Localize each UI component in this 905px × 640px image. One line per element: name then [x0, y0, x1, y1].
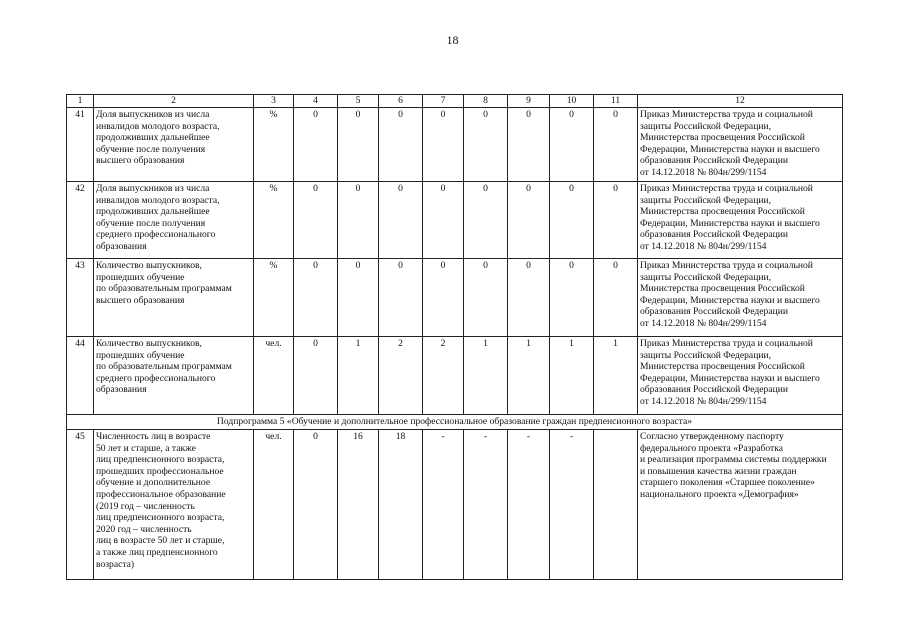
source-line: защиты Российской Федерации, [640, 349, 771, 361]
indicator-name-line: Доля выпускников из числа [96, 109, 210, 120]
source-line: Министерства просвещения Российской [640, 132, 805, 144]
indicator-name-cell [94, 337, 254, 415]
indicator-name-line: продолживших дальнейшее [96, 132, 210, 144]
row-number-cell: 45 [67, 430, 94, 580]
value-cell: 0 [338, 259, 379, 337]
source-line: защиты Российской Федерации, [640, 271, 771, 283]
header-cell: 5 [338, 95, 379, 108]
value-cell: - [464, 430, 508, 580]
header-cell: 4 [294, 95, 338, 108]
source-line: Приказ Министерства труда и социальной [640, 338, 813, 349]
source-line: от 14.12.2018 № 804н/299/1154 [640, 395, 767, 407]
indicator-name-line: профессиональное образование [96, 488, 226, 500]
value-cell: 0 [379, 259, 423, 337]
source-line: и повышения качества жизни граждан [640, 465, 797, 477]
indicator-name-line: 2020 год – численность [96, 523, 192, 535]
indicator-name-cell [94, 259, 254, 337]
source-line: Федерации, Министерства науки и высшего [640, 294, 820, 306]
value-cell: 0 [464, 108, 508, 182]
source-line: Федерации, Министерства науки и высшего [640, 143, 820, 155]
table-row [67, 108, 843, 182]
subprogram-title: Подпрограмма 5 «Обучение и дополнительное профессиональное образование граждан предпенсионного возраста» [67, 415, 843, 430]
indicator-name-line: прошедших профессиональное [96, 465, 224, 477]
source-document-cell [638, 337, 843, 415]
header-cell: 9 [508, 95, 550, 108]
value-cell: - [550, 430, 594, 580]
indicator-name-line: продолживших дальнейшее [96, 206, 210, 218]
indicator-name-cell [94, 108, 254, 182]
indicator-name-line: Доля выпускников из числа [96, 183, 210, 194]
value-cell: 0 [379, 182, 423, 259]
source-line: образования Российской Федерации [640, 229, 788, 241]
unit-cell: чел. [254, 430, 294, 580]
indicator-name-line: 50 лет и старше, а также [96, 442, 196, 454]
source-line: Согласно утвержденному паспорту [640, 431, 784, 442]
value-cell: 0 [508, 108, 550, 182]
source-line: Министерства просвещения Российской [640, 361, 805, 373]
indicator-name-line: обучение и дополнительное [96, 477, 211, 489]
indicator-name-line: обучение после получения [96, 217, 206, 229]
value-cell: 0 [594, 182, 638, 259]
value-cell: 0 [294, 430, 338, 580]
header-cell: 6 [379, 95, 423, 108]
subprogram-heading-row [67, 415, 843, 430]
value-cell: 2 [423, 337, 464, 415]
indicator-name-line: (2019 год – численность [96, 500, 195, 512]
value-cell: 0 [550, 108, 594, 182]
source-line: старшего поколения «Старшее поколение» [640, 477, 815, 489]
value-cell [594, 430, 638, 580]
indicator-name-line: по образовательным программам [96, 361, 232, 373]
indicator-name-line: а также лиц предпенсионного [96, 546, 218, 558]
source-document-cell [638, 182, 843, 259]
indicator-name-line: образования [96, 384, 147, 396]
value-cell: 0 [338, 182, 379, 259]
indicator-table [66, 94, 843, 580]
row-number-cell: 43 [67, 259, 94, 337]
header-cell: 1 [67, 95, 94, 108]
indicator-name-line: высшего образования [96, 294, 185, 306]
indicator-name-line: прошедших обучение [96, 271, 185, 283]
indicator-name-cell [94, 430, 254, 580]
value-cell: 0 [464, 259, 508, 337]
indicator-name-line: прошедших обучение [96, 349, 185, 361]
value-cell: 0 [550, 182, 594, 259]
header-cell: 10 [550, 95, 594, 108]
source-document-cell [638, 259, 843, 337]
indicator-name-line: инвалидов молодого возраста, [96, 120, 220, 132]
source-line: образования Российской Федерации [640, 384, 788, 396]
header-cell: 12 [638, 95, 843, 108]
value-cell: 0 [294, 337, 338, 415]
unit-cell: чел. [254, 337, 294, 415]
value-cell: 1 [550, 337, 594, 415]
value-cell: 0 [508, 259, 550, 337]
row-number-cell: 42 [67, 182, 94, 259]
source-line: от 14.12.2018 № 804н/299/1154 [640, 317, 767, 329]
value-cell: 2 [379, 337, 423, 415]
indicator-name-line: возраста) [96, 558, 135, 570]
value-cell: 18 [379, 430, 423, 580]
unit-cell: % [254, 259, 294, 337]
value-cell: 0 [594, 108, 638, 182]
indicator-name-line: среднего профессионального [96, 229, 216, 241]
indicator-name-line: лиц предпенсионного возраста, [96, 512, 225, 524]
indicator-name-line: высшего образования [96, 155, 185, 167]
indicator-name-line: лиц в возрасте 50 лет и старше, [96, 535, 225, 547]
value-cell: 1 [464, 337, 508, 415]
value-cell: 0 [508, 182, 550, 259]
source-line: федерального проекта «Разработка [640, 442, 783, 454]
header-cell: 11 [594, 95, 638, 108]
indicator-name-line: среднего профессионального [96, 372, 216, 384]
table-row [67, 337, 843, 415]
value-cell: 1 [594, 337, 638, 415]
source-line: Министерства просвещения Российской [640, 206, 805, 218]
column-numbers-row [67, 95, 843, 108]
value-cell: - [423, 430, 464, 580]
source-document-cell [638, 108, 843, 182]
indicator-name-line: обучение после получения [96, 143, 206, 155]
source-line: национального проекта «Демография» [640, 488, 799, 500]
header-cell: 2 [94, 95, 254, 108]
value-cell: 0 [423, 108, 464, 182]
source-line: Приказ Министерства труда и социальной [640, 260, 813, 271]
source-line: образования Российской Федерации [640, 306, 788, 318]
indicator-name-line: инвалидов молодого возраста, [96, 194, 220, 206]
value-cell: 0 [294, 259, 338, 337]
source-line: защиты Российской Федерации, [640, 194, 771, 206]
source-line: Федерации, Министерства науки и высшего [640, 217, 820, 229]
unit-cell: % [254, 182, 294, 259]
source-line: Министерства просвещения Российской [640, 283, 805, 295]
source-line: от 14.12.2018 № 804н/299/1154 [640, 166, 767, 178]
header-cell: 8 [464, 95, 508, 108]
value-cell: 1 [508, 337, 550, 415]
row-number-cell: 44 [67, 337, 94, 415]
source-line: Федерации, Министерства науки и высшего [640, 372, 820, 384]
value-cell: 0 [423, 182, 464, 259]
table-row [67, 430, 843, 580]
table-row [67, 182, 843, 259]
row-number-cell: 41 [67, 108, 94, 182]
indicator-name-line: Количество выпускников, [96, 338, 202, 349]
source-line: Приказ Министерства труда и социальной [640, 109, 813, 120]
value-cell: 0 [294, 182, 338, 259]
table-row [67, 259, 843, 337]
value-cell: 0 [338, 108, 379, 182]
value-cell: 0 [594, 259, 638, 337]
source-line: образования Российской Федерации [640, 155, 788, 167]
unit-cell: % [254, 108, 294, 182]
value-cell: 1 [338, 337, 379, 415]
page-number: 18 [446, 33, 459, 47]
value-cell: 0 [464, 182, 508, 259]
value-cell: 0 [379, 108, 423, 182]
source-document-cell [638, 430, 843, 580]
header-cell: 7 [423, 95, 464, 108]
indicator-name-line: образования [96, 240, 147, 252]
value-cell: 16 [338, 430, 379, 580]
source-line: и реализация программы системы поддержки [640, 454, 827, 466]
indicator-name-line: лиц предпенсионного возраста, [96, 454, 225, 466]
indicator-name-cell [94, 182, 254, 259]
value-cell: - [508, 430, 550, 580]
value-cell: 0 [550, 259, 594, 337]
source-line: защиты Российской Федерации, [640, 120, 771, 132]
source-line: от 14.12.2018 № 804н/299/1154 [640, 240, 767, 252]
indicator-name-line: по образовательным программам [96, 283, 232, 295]
indicator-name-line: Количество выпускников, [96, 260, 202, 271]
source-line: Приказ Министерства труда и социальной [640, 183, 813, 194]
header-cell: 3 [254, 95, 294, 108]
value-cell: 0 [294, 108, 338, 182]
indicator-name-line: Численность лиц в возрасте [96, 431, 211, 442]
value-cell: 0 [423, 259, 464, 337]
